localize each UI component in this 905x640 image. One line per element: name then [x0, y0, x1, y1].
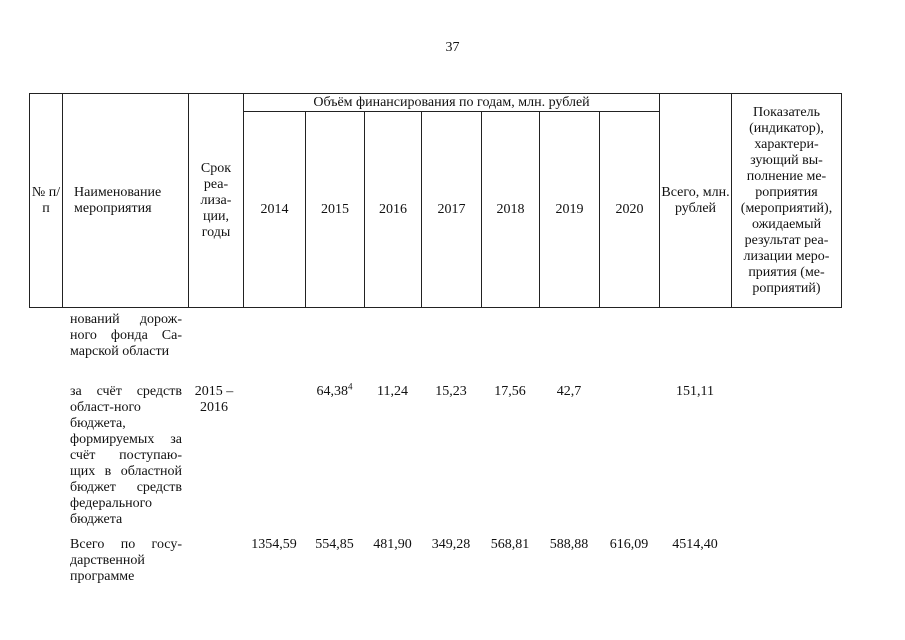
row-value-text: 64,38 — [316, 384, 348, 399]
row-value-2020: 616,09 — [609, 537, 649, 552]
row-value-2019: 588,88 — [549, 537, 589, 552]
row-value-2019: 42,7 — [556, 384, 582, 399]
row-value-2016: 481,90 — [373, 537, 412, 552]
header-year: 2020 — [600, 112, 660, 308]
row-period: 2015 – 2016 — [194, 384, 234, 415]
header-total: Всего, млн. рублей — [660, 94, 732, 308]
table-header — [29, 93, 842, 308]
row-value-2015 — [305, 381, 364, 400]
header-year: 2018 — [482, 112, 540, 308]
row-value-2018: 568,81 — [490, 537, 530, 552]
header-year: 2019 — [540, 112, 600, 308]
header-period: Срок реа-лиза-ции, годы — [189, 94, 244, 308]
header-name: Наименование мероприятия — [63, 94, 189, 308]
row-value-2014: 1354,59 — [251, 537, 297, 552]
page-number: 37 — [445, 40, 460, 55]
header-year: 2015 — [306, 112, 365, 308]
row-value-2017: 349,28 — [431, 537, 471, 552]
header-financing: Объём финансирования по годам, млн. рублей — [244, 94, 660, 112]
row-name: Всего по госу-дарственной программе — [70, 537, 182, 584]
row-name: нований дорож-ного фонда Са-марской области — [70, 312, 182, 359]
header-year: 2016 — [365, 112, 422, 308]
row-value-2015: 554,85 — [315, 537, 354, 552]
row-value-2018: 17,56 — [494, 384, 526, 399]
row-total: 151,11 — [676, 384, 714, 399]
footnote-marker: 4 — [348, 381, 353, 392]
row-total: 4514,40 — [672, 537, 718, 552]
row-value-2016: 11,24 — [377, 384, 408, 399]
row-name: за счёт средств област-ного бюджета, формируемых за счёт поступаю-щих в областной бюджет средств федерального бюджета — [70, 384, 182, 527]
header-year: 2014 — [244, 112, 306, 308]
header-year: 2017 — [422, 112, 482, 308]
header-num: № п/п — [30, 94, 63, 308]
row-value-2017: 15,23 — [435, 384, 467, 399]
header-indicator: Показатель (индикатор), характери-зующий вы-полнение ме-роприятия (мероприятий), ожидаемый результат реа-лизации меро-приятия (ме-роприятий) — [732, 94, 842, 308]
